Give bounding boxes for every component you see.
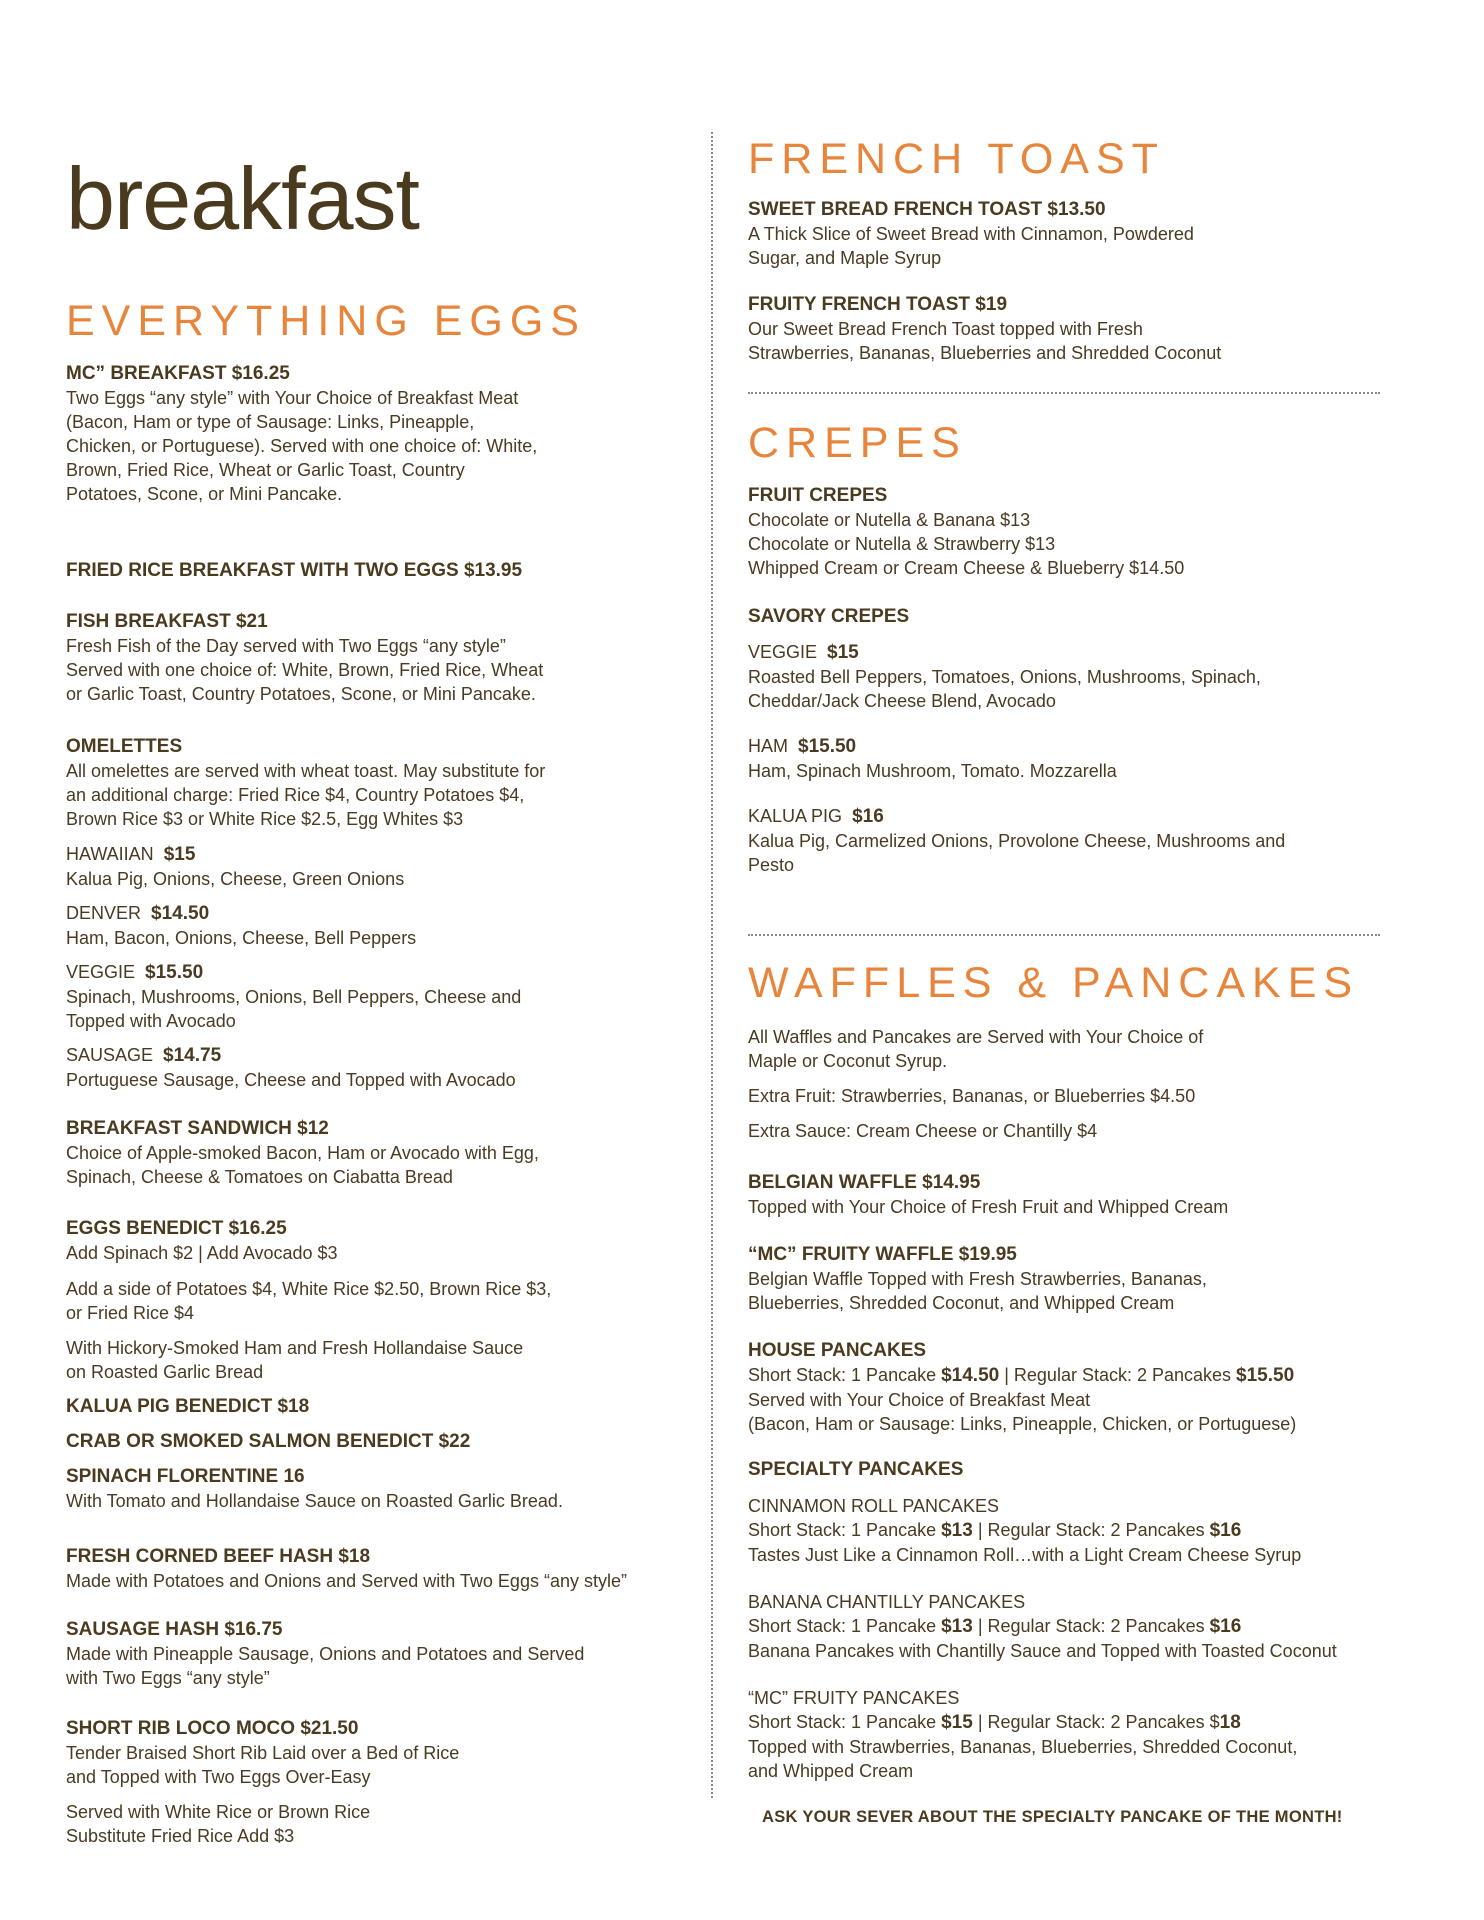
crepe-desc: Cheddar/Jack Cheese Blend, Avocado [748, 691, 1056, 711]
item-name: FISH BREAKFAST $21 [66, 611, 268, 632]
item-name: FRUITY FRENCH TOAST $19 [748, 294, 1008, 315]
specialty-name: CINNAMON ROLL PANCAKES [748, 1496, 1000, 1516]
item-name: FRESH CORNED BEEF HASH $18 [66, 1546, 371, 1567]
section-divider [748, 392, 1380, 394]
omelette-name: VEGGIE [66, 962, 136, 982]
item-desc: Served with one choice of: White, Brown, Fried Rice, Wheat [66, 660, 544, 680]
menu-item-corned-beef-hash [66, 1545, 686, 1593]
benedict-with: With Hickory-Smoked Ham and Fresh Hollandaise Sauce [66, 1338, 524, 1358]
item-name: HOUSE PANCAKES [748, 1340, 927, 1361]
item-desc: Fresh Fish of the Day served with Two Eggs “any style” [66, 636, 506, 656]
crepe-price: $16 [852, 806, 884, 827]
item-desc: Two Eggs “any style” with Your Choice of Breakfast Meat [66, 388, 519, 408]
menu-item-crab-benedict [66, 1430, 686, 1454]
item-desc: Sugar, and Maple Syrup [748, 248, 942, 268]
section-title-waffles-pancakes: WAFFLES & PANCAKES [748, 959, 1360, 1007]
specialty-desc: Banana Pancakes with Chantilly Sauce and Topped with Toasted Coconut [748, 1641, 1337, 1661]
omelette-name: HAWAIIAN [66, 844, 154, 864]
item-name: SAVORY CREPES [748, 606, 910, 627]
savory-crepe-veggie [748, 640, 1388, 713]
menu-item-sweet-bread-french-toast [748, 198, 1388, 270]
waffles-intro [748, 1025, 1388, 1143]
item-name: EGGS BENEDICT $16.25 [66, 1218, 287, 1239]
specialty-banana-chantilly [748, 1590, 1388, 1663]
item-desc: Chicken, or Portuguese). Served with one choice of: White, [66, 436, 538, 456]
menu-item-short-rib-loco-moco [66, 1717, 686, 1848]
specialty-mc-fruity [748, 1686, 1388, 1783]
specialty-name: “MC” FRUITY PANCAKES [748, 1688, 960, 1708]
item-name: BELGIAN WAFFLE $14.95 [748, 1172, 981, 1193]
crepe-desc: Roasted Bell Peppers, Tomatoes, Onions, Mushrooms, Spinach, [748, 667, 1261, 687]
extra-sauce: Extra Sauce: Cream Cheese or Chantilly $4 [748, 1121, 1098, 1141]
item-name: SPECIALTY PANCAKES [748, 1459, 964, 1480]
item-desc: Topped with Your Choice of Fresh Fruit and Whipped Cream [748, 1197, 1229, 1217]
menu-item-fruity-french-toast [748, 293, 1388, 365]
item-desc: All omelettes are served with wheat toast. May substitute for [66, 761, 546, 781]
item-name: KALUA PIG BENEDICT $18 [66, 1396, 310, 1417]
savory-crepe-kalua-pig [748, 804, 1388, 877]
benedict-sides: or Fried Rice $4 [66, 1303, 195, 1323]
intro-text: All Waffles and Pancakes are Served with Your Choice of [748, 1027, 1204, 1047]
item-name: CRAB OR SMOKED SALMON BENEDICT $22 [66, 1431, 471, 1452]
menu-item-spinach-florentine [66, 1465, 686, 1513]
section-title-crepes: CREPES [748, 419, 967, 467]
stack-prices: Short Stack: 1 Pancake $13 | Regular Stack: 2 Pancakes $16 [748, 1520, 1242, 1541]
item-desc: Made with Potatoes and Onions and Served with Two Eggs “any style” [66, 1571, 627, 1591]
menu-item-sausage-hash [66, 1618, 686, 1690]
crepe-price: $15.50 [798, 736, 857, 757]
item-desc: or Garlic Toast, Country Potatoes, Scone, or Mini Pancake. [66, 684, 536, 704]
item-desc: (Bacon, Ham or type of Sausage: Links, Pineapple, [66, 412, 475, 432]
omelette-veggie [66, 960, 686, 1033]
omelette-desc: Topped with Avocado [66, 1011, 236, 1031]
item-desc: Belgian Waffle Topped with Fresh Strawberries, Bananas, [748, 1269, 1207, 1289]
omelette-desc: Kalua Pig, Onions, Cheese, Green Onions [66, 869, 405, 889]
item-desc: Blueberries, Shredded Coconut, and Whipped Cream [748, 1293, 1175, 1313]
item-desc: Served with Your Choice of Breakfast Meat [748, 1390, 1091, 1410]
item-name: SHORT RIB LOCO MOCO $21.50 [66, 1718, 359, 1739]
omelette-denver [66, 901, 686, 950]
omelette-price: $14.75 [163, 1045, 222, 1066]
benedict-addons: Add Spinach $2 | Add Avocado $3 [66, 1243, 338, 1263]
item-served: Served with White Rice or Brown Rice [66, 1802, 371, 1822]
item-desc: Choice of Apple-smoked Bacon, Ham or Avocado with Egg, [66, 1143, 539, 1163]
menu-item-house-pancakes [748, 1339, 1388, 1436]
omelette-price: $15 [163, 844, 196, 865]
item-desc: Potatoes, Scone, or Mini Pancake. [66, 484, 343, 504]
savory-crepe-ham [748, 734, 1388, 783]
extra-fruit: Extra Fruit: Strawberries, Bananas, or Blueberries $4.50 [748, 1086, 1196, 1106]
crepe-desc: Ham, Spinach Mushroom, Tomato. Mozzarella [748, 761, 1117, 781]
regular-stack-price: $15.50 [1236, 1365, 1295, 1386]
menu-item-eggs-benedict [66, 1217, 686, 1384]
item-desc: Spinach, Cheese & Tomatoes on Ciabatta Bread [66, 1167, 453, 1187]
short-stack-price: $14.50 [941, 1365, 1000, 1386]
omelette-desc: Portuguese Sausage, Cheese and Topped with Avocado [66, 1070, 516, 1090]
crepe-name: HAM [748, 736, 788, 756]
specialty-desc: Tastes Just Like a Cinnamon Roll…with a Light Cream Cheese Syrup [748, 1545, 1302, 1565]
omelette-sausage [66, 1043, 686, 1092]
menu-item-kalua-pig-benedict [66, 1395, 686, 1419]
section-title-french-toast: FRENCH TOAST [748, 135, 1165, 183]
item-desc: Brown Rice $3 or White Rice $2.5, Egg Whites $3 [66, 809, 464, 829]
item-name: FRUIT CREPES [748, 485, 888, 506]
item-name: OMELETTES [66, 736, 183, 757]
intro-text: Maple or Coconut Syrup. [748, 1051, 948, 1071]
benedict-sides: Add a side of Potatoes $4, White Rice $2.50, Brown Rice $3, [66, 1279, 552, 1299]
crepe-name: KALUA PIG [748, 806, 843, 826]
item-name: MC” BREAKFAST $16.25 [66, 363, 290, 384]
specialty-desc: and Whipped Cream [748, 1761, 914, 1781]
omelette-desc: Spinach, Mushrooms, Onions, Bell Peppers, Cheese and [66, 987, 522, 1007]
menu-item-fish-breakfast [66, 610, 686, 706]
menu-item-mc-fruity-waffle [748, 1243, 1388, 1315]
omelette-hawaiian [66, 842, 686, 891]
item-desc: Tender Braised Short Rib Laid over a Bed of Rice [66, 1743, 460, 1763]
item-desc: (Bacon, Ham or Sausage: Links, Pineapple, Chicken, or Portuguese) [748, 1414, 1297, 1434]
specialty-desc: Topped with Strawberries, Bananas, Blueberries, Shredded Coconut, [748, 1737, 1298, 1757]
omelette-name: DENVER [66, 903, 142, 923]
menu-item-savory-crepes [748, 605, 1388, 629]
specialty-name: BANANA CHANTILLY PANCAKES [748, 1592, 1026, 1612]
item-name: BREAKFAST SANDWICH $12 [66, 1118, 329, 1139]
omelette-price: $14.50 [151, 903, 210, 924]
item-desc: Whipped Cream or Cream Cheese & Blueberry $14.50 [748, 558, 1185, 578]
crepe-name: VEGGIE [748, 642, 818, 662]
item-name: FRIED RICE BREAKFAST WITH TWO EGGS $13.95 [66, 560, 523, 581]
menu-item-mc-breakfast [66, 362, 686, 506]
item-name: SAUSAGE HASH $16.75 [66, 1619, 283, 1640]
item-desc: A Thick Slice of Sweet Bread with Cinnamon, Powdered [748, 224, 1194, 244]
item-name: “MC” FRUITY WAFFLE $19.95 [748, 1244, 1017, 1265]
menu-item-belgian-waffle [748, 1171, 1388, 1219]
item-desc: Strawberries, Bananas, Blueberries and Shredded Coconut [748, 343, 1222, 363]
section-title-everything-eggs: EVERYTHING EGGS [66, 297, 586, 345]
stack-prices: Short Stack: 1 Pancake $15 | Regular Stack: 2 Pancakes $18 [748, 1712, 1241, 1733]
menu-item-fried-rice-breakfast [66, 559, 686, 583]
omelette-name: SAUSAGE [66, 1045, 154, 1065]
item-desc: Our Sweet Bread French Toast topped with Fresh [748, 319, 1143, 339]
crepe-price: $15 [827, 642, 859, 663]
specialty-cinnamon-roll [748, 1494, 1388, 1567]
item-desc: and Topped with Two Eggs Over-Easy [66, 1767, 371, 1787]
item-desc: With Tomato and Hollandaise Sauce on Roasted Garlic Bread. [66, 1491, 563, 1511]
page-title: breakfast [66, 149, 419, 248]
item-desc: with Two Eggs “any style” [66, 1668, 270, 1688]
item-name: SWEET BREAD FRENCH TOAST $13.50 [748, 199, 1106, 220]
specialty-note: ASK YOUR SEVER ABOUT THE SPECIALTY PANCAKE OF THE MONTH! [762, 1808, 1343, 1826]
stack-prices: Short Stack: 1 Pancake $14.50 | Regular Stack: 2 Pancakes $15.50 [748, 1365, 1295, 1386]
item-served: Substitute Fried Rice Add $3 [66, 1826, 295, 1846]
crepe-desc: Pesto [748, 855, 795, 875]
crepe-desc: Kalua Pig, Carmelized Onions, Provolone Cheese, Mushrooms and [748, 831, 1286, 851]
menu-item-specialty-pancakes [748, 1458, 1388, 1482]
column-divider [711, 132, 713, 1798]
item-name: SPINACH FLORENTINE 16 [66, 1466, 305, 1487]
item-desc: Chocolate or Nutella & Banana $13 [748, 510, 1031, 530]
item-desc: an additional charge: Fried Rice $4, Country Potatoes $4, [66, 785, 525, 805]
omelette-price: $15.50 [145, 962, 204, 983]
stack-prices: Short Stack: 1 Pancake $13 | Regular Stack: 2 Pancakes $16 [748, 1616, 1242, 1637]
menu-item-breakfast-sandwich [66, 1117, 686, 1189]
item-desc: Chocolate or Nutella & Strawberry $13 [748, 534, 1056, 554]
benedict-with: on Roasted Garlic Bread [66, 1362, 264, 1382]
menu-item-fruit-crepes [748, 484, 1388, 580]
omelette-desc: Ham, Bacon, Onions, Cheese, Bell Peppers [66, 928, 417, 948]
item-desc: Brown, Fried Rice, Wheat or Garlic Toast, Country [66, 460, 465, 480]
menu-item-omelettes [66, 735, 686, 831]
item-desc: Made with Pineapple Sausage, Onions and Potatoes and Served [66, 1644, 585, 1664]
section-divider [748, 934, 1380, 936]
